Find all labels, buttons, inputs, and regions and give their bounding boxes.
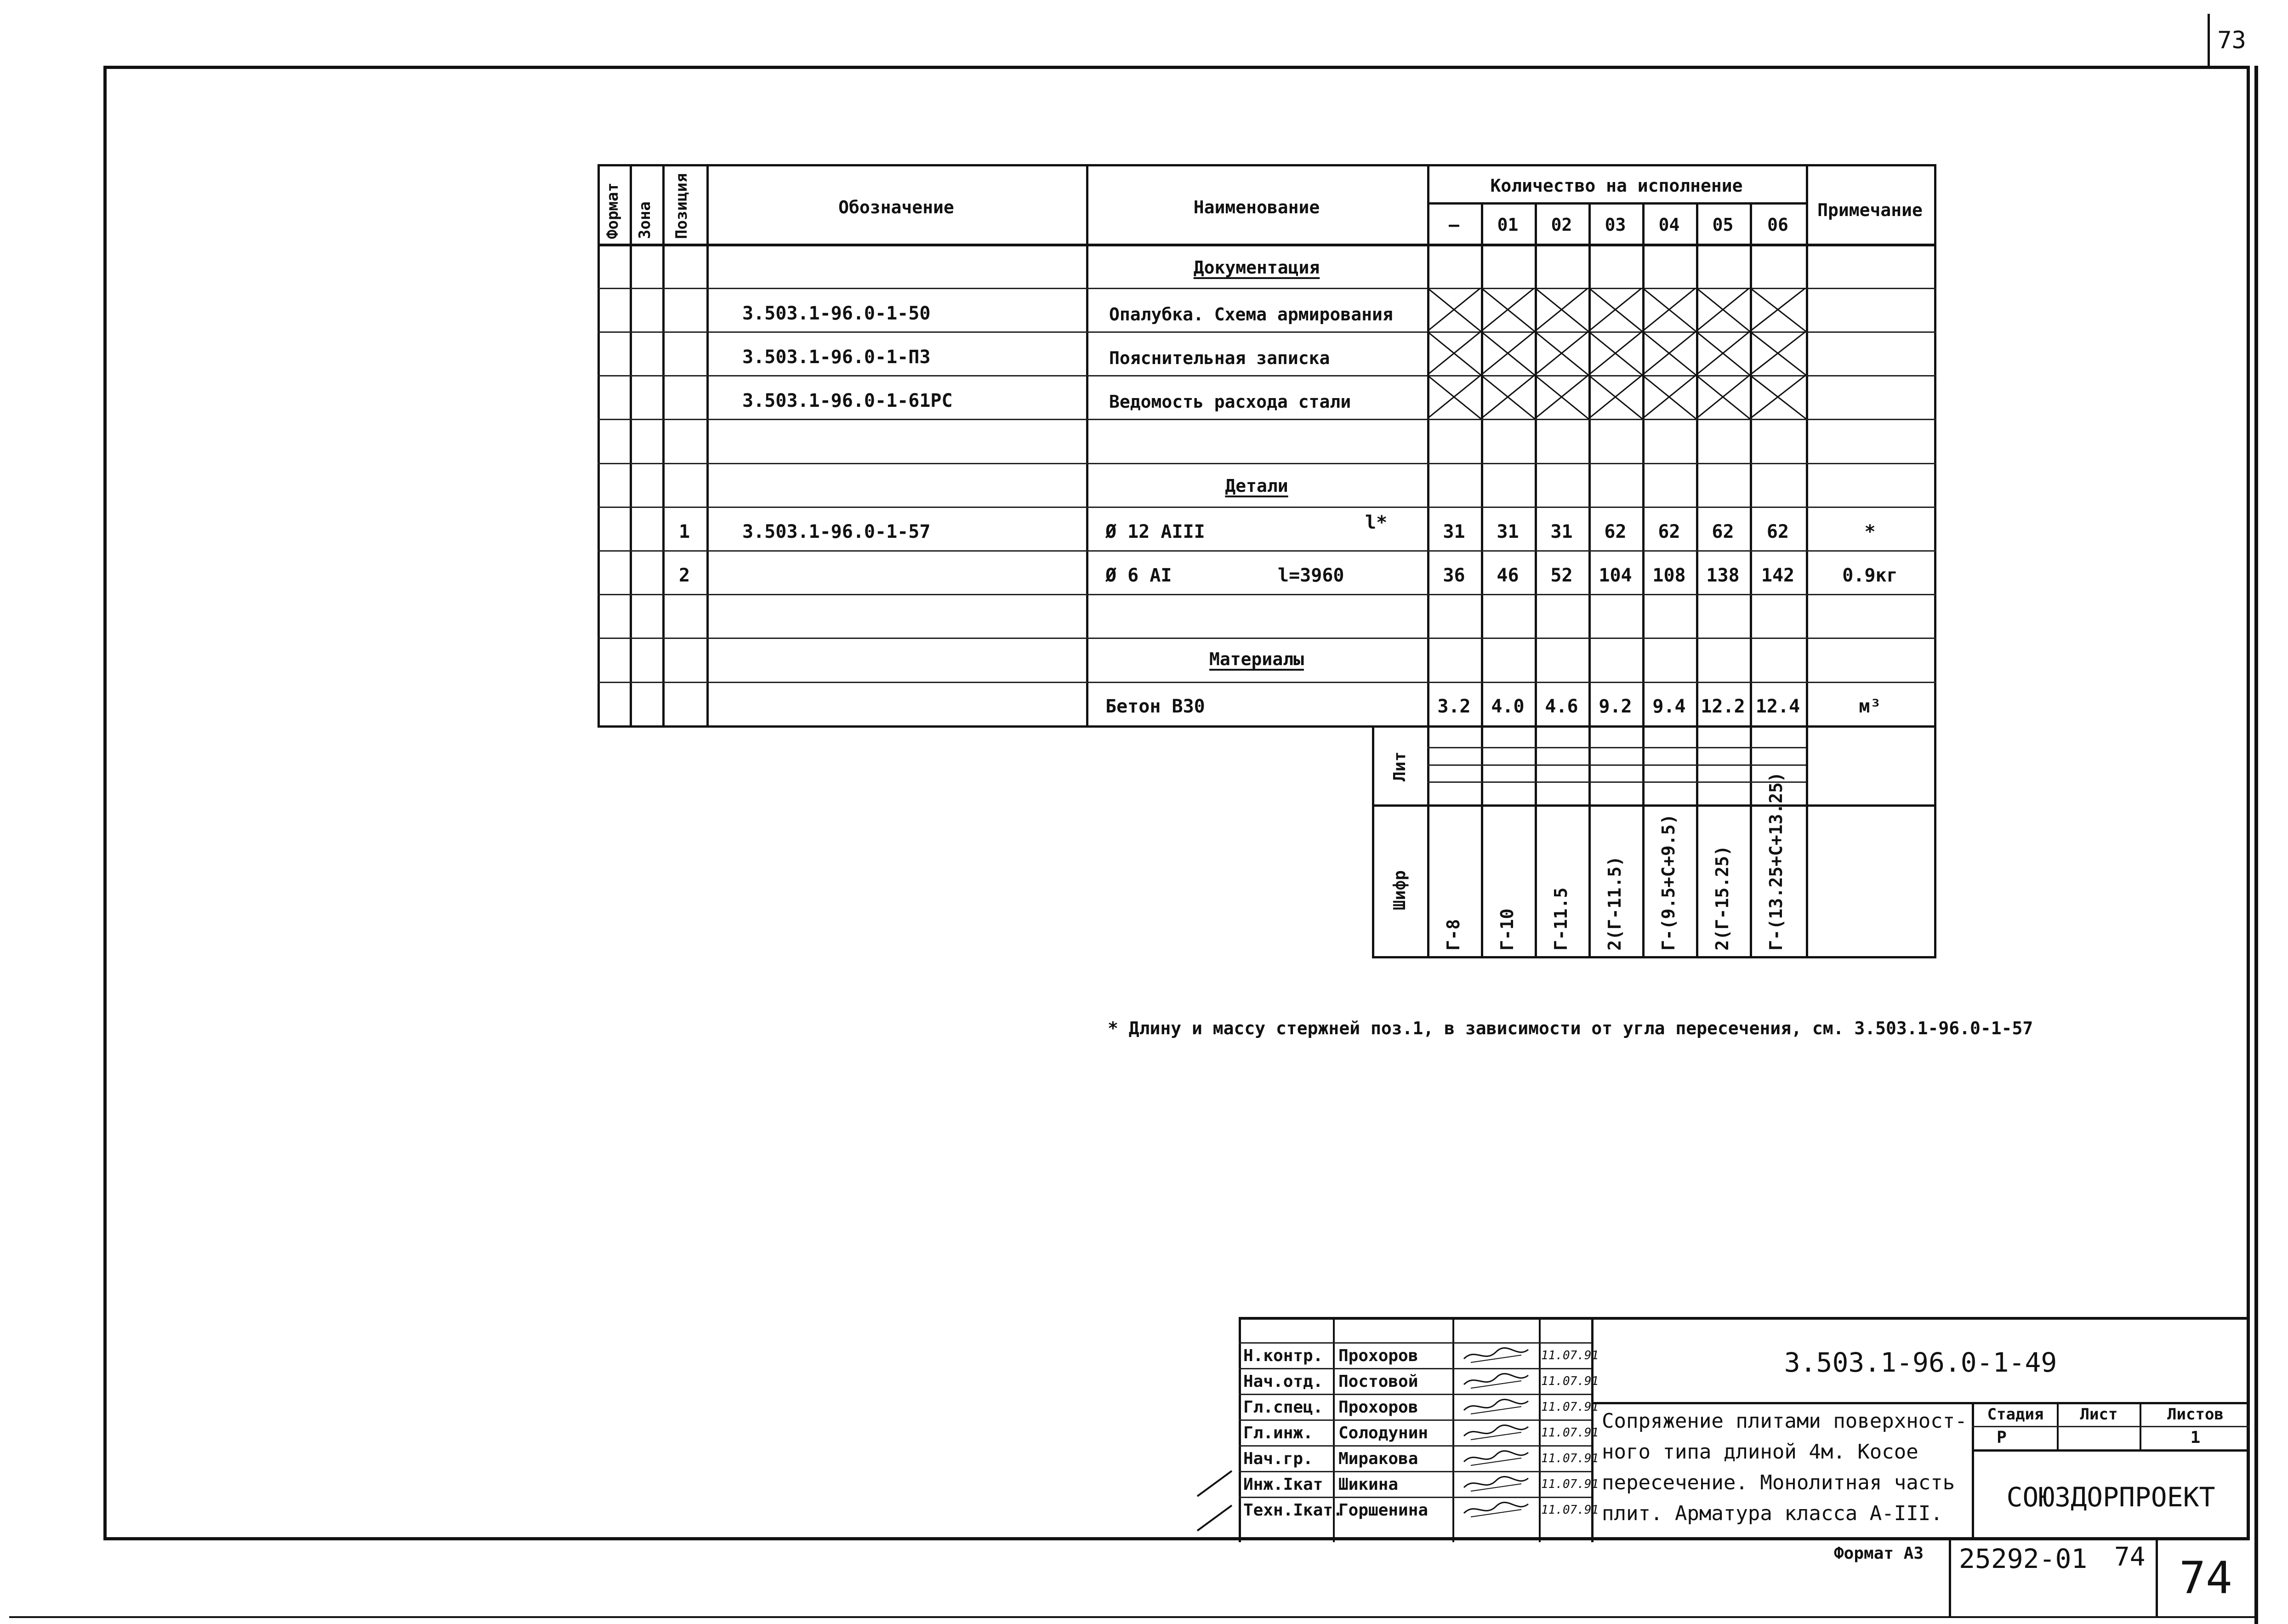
qty-cell: 31: [1550, 521, 1573, 542]
header-bottom: [598, 244, 1936, 246]
section-materials: Материалы: [1209, 649, 1304, 669]
qty-cell: 142: [1761, 565, 1795, 586]
tb-row-line: [1239, 1419, 1591, 1421]
tb-sheets-value: 1: [2190, 1428, 2201, 1447]
header-zone: Зона: [636, 201, 654, 239]
detail-row-2-note: 0.9кг: [1842, 565, 1898, 586]
shifr-value: 2(Г-15.25): [1712, 845, 1732, 951]
table-col-name: [1086, 164, 1088, 726]
qty-cell: 62: [1658, 521, 1680, 542]
table-col-zone: [630, 164, 632, 726]
tb-col-date: [1539, 1317, 1541, 1542]
lit-col-left: [1372, 725, 1374, 957]
tb-description-4: плит. Арматура класса А-III.: [1602, 1502, 1943, 1525]
signer-role: Нач.гр.: [1243, 1449, 1313, 1468]
shifr-value: Г-8: [1443, 919, 1463, 951]
tb-description-2: ного типа длиной 4м. Косое: [1602, 1440, 1918, 1464]
tb-description-1: Сопряжение плитами поверхност-: [1602, 1409, 1967, 1433]
signer-role: Гл.спец.: [1243, 1398, 1323, 1417]
header-name: Наименование: [1193, 197, 1320, 217]
shifr-label: Шифр: [1390, 870, 1409, 910]
signer-date: 11.07.91: [1541, 1477, 1599, 1491]
row-line: [598, 463, 1936, 464]
frame-bottom-outer: [9, 1616, 2254, 1618]
table-col-note: [1806, 164, 1808, 957]
tb-stage-bottom: [1972, 1449, 2250, 1452]
doc-row-2-designation: 3.503.1-96.0-1-ПЗ: [742, 347, 931, 368]
signature-image: [1462, 1448, 1531, 1468]
variant-header: 06: [1767, 215, 1788, 235]
signer-role: Гл.инж.: [1243, 1424, 1313, 1442]
shifr-value: Г-(13.25+С+13.25): [1766, 772, 1786, 951]
detail-row-2-length: l=3960: [1278, 565, 1344, 586]
tb-row-line: [1239, 1368, 1591, 1369]
inventory-number: 25292-01: [1959, 1543, 2088, 1574]
shifr-value: Г-10: [1497, 908, 1517, 951]
detail-row-1-note: *: [1864, 521, 1876, 542]
doc-row-1-designation: 3.503.1-96.0-1-50: [742, 303, 931, 324]
table-col-pos: [662, 164, 665, 726]
tb-sheets-label: Листов: [2167, 1405, 2224, 1424]
tb-stage-line: [1972, 1426, 2250, 1427]
table-border-left: [598, 164, 600, 726]
lit-bottom: [1372, 804, 1936, 807]
signer-date: 11.07.91: [1541, 1374, 1599, 1388]
detail-row-1-length: l*: [1365, 512, 1388, 533]
material-row-1-note: м³: [1859, 696, 1881, 717]
qty-cell: 12.4: [1755, 696, 1800, 717]
page-number-bottom: 74: [2179, 1552, 2232, 1604]
section-details: Детали: [1225, 476, 1288, 496]
row-line: [598, 682, 1936, 683]
variant-header: 02: [1551, 215, 1572, 235]
tb-row-line: [1239, 1445, 1591, 1447]
lit-line: [1427, 781, 1806, 783]
signer-name: Миракова: [1338, 1449, 1418, 1468]
signature-image: [1462, 1345, 1531, 1365]
variant-header: 05: [1712, 215, 1734, 235]
detail-row-1-pos: 1: [678, 521, 690, 542]
signer-date: 11.07.91: [1541, 1426, 1599, 1440]
qty-cell: 138: [1706, 565, 1740, 586]
tb-description-3: пересечение. Монолитная часть: [1602, 1471, 1955, 1494]
signer-role: Н.контр.: [1243, 1346, 1323, 1365]
qty-cell: 46: [1497, 565, 1519, 586]
qty-cell: 108: [1652, 565, 1686, 586]
qty-cell: 52: [1550, 565, 1573, 586]
signer-name: Шикина: [1338, 1475, 1399, 1494]
header-format: Формат: [603, 182, 622, 239]
tb-row-line: [1239, 1394, 1591, 1395]
footnote: * Длину и массу стержней поз.1, в зависимости от угла пересечения, см. 3.503.1-96.0-1-57: [1108, 1018, 2033, 1038]
signer-name: Прохоров: [1338, 1398, 1418, 1417]
variant-header: —: [1449, 215, 1459, 235]
qty-cell: 62: [1604, 521, 1627, 542]
signer-name: Постовой: [1338, 1372, 1418, 1391]
variant-header: 04: [1658, 215, 1680, 235]
tb-row-line: [1239, 1342, 1591, 1344]
detail-row-1-name: Ø 12 AIII: [1105, 521, 1205, 542]
signer-role: Инж.Iкат: [1243, 1475, 1323, 1494]
tb-doc-code: 3.503.1-96.0-1-49: [1784, 1347, 2057, 1378]
signer-name: Горшенина: [1338, 1501, 1429, 1520]
tb-row-line: [1239, 1497, 1591, 1498]
detail-row-1-designation: 3.503.1-96.0-1-57: [742, 521, 931, 542]
table-col-designation: [706, 164, 709, 726]
inventory-page: 74: [2114, 1542, 2146, 1572]
variant-header: 01: [1497, 215, 1519, 235]
signature-image: [1462, 1499, 1531, 1520]
row-line: [598, 594, 1936, 595]
row-line: [598, 638, 1936, 639]
signature-image: [1462, 1371, 1531, 1391]
row-line: [598, 507, 1936, 508]
table-border-right: [1934, 164, 1936, 957]
qty-cell: 31: [1443, 521, 1465, 542]
header-designation: Обозначение: [838, 197, 954, 217]
tb-col-sign: [1452, 1317, 1454, 1542]
qty-cell: 62: [1712, 521, 1734, 542]
section-documentation: Документация: [1193, 257, 1320, 278]
shifr-bottom: [1372, 956, 1936, 958]
lit-line: [1427, 764, 1806, 766]
table-main-bottom: [598, 725, 1936, 728]
doc-row-3-designation: 3.503.1-96.0-1-61РС: [742, 390, 953, 411]
signer-name: Солодунин: [1338, 1424, 1429, 1442]
tb-sheet-label: Лист: [2080, 1405, 2118, 1424]
signer-date: 11.07.91: [1541, 1452, 1599, 1465]
signer-date: 11.07.91: [1541, 1503, 1599, 1517]
tb-stage-value: Р: [1997, 1428, 2007, 1447]
qty-cell: 104: [1599, 565, 1632, 586]
inventory-left: [1949, 1540, 1951, 1616]
variant-header: 03: [1605, 215, 1626, 235]
doc-row-3-name: Ведомость расхода стали: [1109, 392, 1351, 412]
qty-cell: 9.2: [1599, 696, 1632, 717]
signature-image: [1462, 1422, 1531, 1442]
detail-row-2-pos: 2: [678, 565, 690, 586]
header-note: Примечание: [1817, 200, 1923, 220]
header-quantity: Количество на исполнение: [1490, 176, 1743, 196]
qty-cell: 36: [1443, 565, 1465, 586]
frame-right-double: [2254, 66, 2258, 1624]
shifr-value: Г-11.5: [1551, 887, 1571, 951]
tb-top: [1239, 1317, 2250, 1320]
qty-cell: 12.2: [1701, 696, 1745, 717]
format-label: Формат А3: [1834, 1544, 1924, 1563]
tb-stage-label: Стадия: [1987, 1405, 2044, 1424]
qty-cell: 31: [1497, 521, 1519, 542]
signature-image: [1462, 1474, 1531, 1494]
signer-date: 11.07.91: [1541, 1349, 1599, 1362]
detail-row-2-name: Ø 6 AI: [1105, 565, 1172, 586]
lit-label: Лит: [1390, 751, 1409, 781]
qty-cell: 9.4: [1652, 696, 1686, 717]
revision-marks: [1195, 1462, 1241, 1535]
shifr-value: 2(Г-11.5): [1605, 856, 1625, 951]
tb-organization: СОЮЗДОРПРОЕКТ: [2006, 1482, 2215, 1513]
signer-role: Техн.Iкат.: [1243, 1501, 1343, 1520]
header-position: Позиция: [672, 173, 691, 239]
table-col-qty-start: [1427, 164, 1429, 957]
material-row-1-name: Бетон В30: [1105, 696, 1205, 717]
signer-role: Нач.отд.: [1243, 1372, 1323, 1391]
signature-image: [1462, 1396, 1531, 1417]
crossed-cells: [1427, 288, 1806, 421]
tb-row-line: [1239, 1471, 1591, 1472]
row-line: [598, 550, 1936, 552]
qty-cell: 4.0: [1491, 696, 1525, 717]
qty-cell: 62: [1766, 521, 1789, 542]
signer-name: Прохоров: [1338, 1346, 1418, 1365]
doc-row-2-name: Пояснительная записка: [1109, 348, 1330, 368]
shifr-value: Г-(9.5+С+9.5): [1658, 814, 1679, 951]
qty-cell: 3.2: [1437, 696, 1471, 717]
doc-row-1-name: Опалубка. Схема армирования: [1109, 304, 1393, 325]
page-number-top: 73: [2217, 27, 2246, 54]
qty-subheader-line: [1427, 202, 1806, 205]
lit-line: [1427, 747, 1806, 748]
tb-stage-left: [1972, 1402, 1974, 1540]
signer-date: 11.07.91: [1541, 1400, 1599, 1414]
tb-code-bottom: [1591, 1402, 2250, 1404]
table-top: [598, 164, 1936, 166]
qty-cell: 4.6: [1545, 696, 1578, 717]
